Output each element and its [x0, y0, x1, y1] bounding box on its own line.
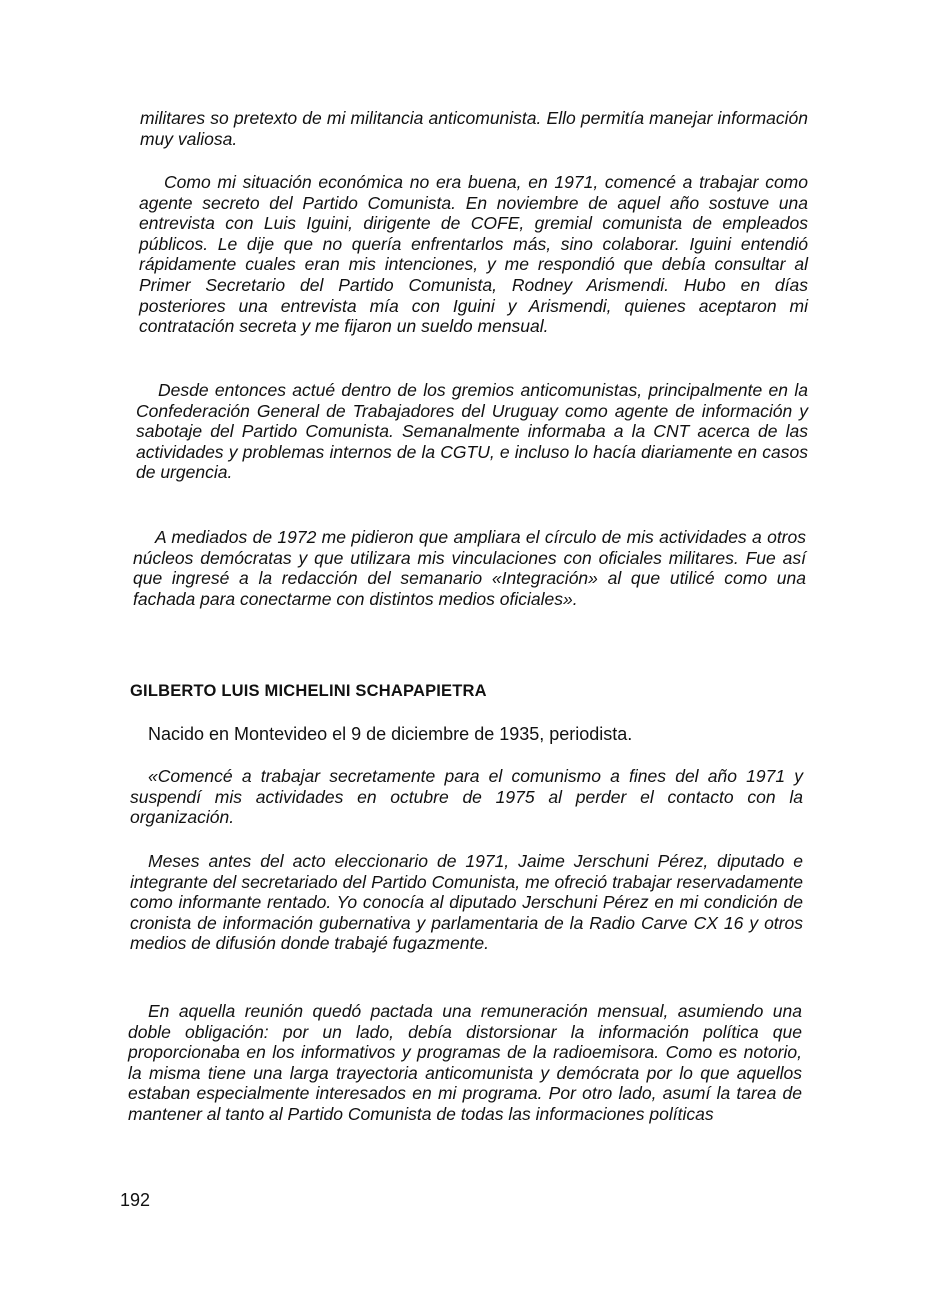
section-heading: GILBERTO LUIS MICHELINI SCHAPAPIETRA: [130, 682, 487, 700]
paragraph-jerschuni: Meses antes del acto eleccionario de 1971, Jaime Jerschuni Pérez, diputado e integrante del secretariado del Partido Comunista, me ofreció trabajar reservadamente como informante rentado. Yo conocía al diputado Jerschuni Pérez en mi condición de cronista de información gubernativa y parlamentaria de la Radio Carve CX 16 y otros medios de difusión donde trabajé fugazmente.: [130, 851, 803, 954]
paragraph-integracion: A mediados de 1972 me pidieron que ampliara el círculo de mis actividades a otros núcleos demócratas y que utilizara mis vinculaciones con oficiales militares. Fue así que ingresé a la redacción del semanario «Integración» al que utilicé como una fachada para conectarme con distintos medios oficiales».: [133, 527, 806, 609]
page-number: 192: [120, 1190, 151, 1210]
paragraph-economic-situation: Como mi situación económica no era buena, en 1971, comencé a trabajar como agente secreto del Partido Comunista. En noviembre de aquel año sostuve una entrevista con Luis Iguini, dirigente de COFE, gremial comunista de empleados públicos. Le dije que no quería enfrentarlos más, sino colaborar. Iguini entendió rápidamente cuales eran mis intenciones, y me respondió que debía consultar al Primer Secretario del Partido Comunista, Rodney Arismendi. Hubo en días posteriores una entrevista mía con Iguini y Arismendi, quienes aceptaron mi contratación secreta y me fijaron un sueldo mensual.: [139, 172, 808, 337]
paragraph-continuation: militares so pretexto de mi militancia anticomunista. Ello permitía manejar información muy valiosa.: [140, 108, 808, 149]
section-subtitle: Nacido en Montevideo el 9 de diciembre de 1935, periodista.: [148, 724, 633, 744]
paragraph-testimony-start: «Comencé a trabajar secretamente para el comunismo a fines del año 1971 y suspendí mis actividades en octubre de 1975 al perder el contacto con la organización.: [130, 766, 803, 828]
paragraph-anticommunist-unions: Desde entonces actué dentro de los gremios anticomunistas, principalmente en la Confederación General de Trabajadores del Uruguay como agente de información y sabotaje del Partido Comunista. Semanalmente informaba a la CNT acerca de las actividades y problemas internos de la CGTU, e incluso lo hacía diariamente en casos de urgencia.: [136, 380, 808, 483]
paragraph-remuneration: En aquella reunión quedó pactada una remuneración mensual, asumiendo una doble obligación: por un lado, debía distorsionar la información política que proporcionaba en los informativos y programas de la radioemisora. Como es notorio, la misma tiene una larga trayectoria anticomunista y demócrata por lo que aquellos estaban especialmente interesados en mi programa. Por otro lado, asumí la tarea de mantener al tanto al Partido Comunista de todas las informaciones políticas: [128, 1001, 802, 1124]
